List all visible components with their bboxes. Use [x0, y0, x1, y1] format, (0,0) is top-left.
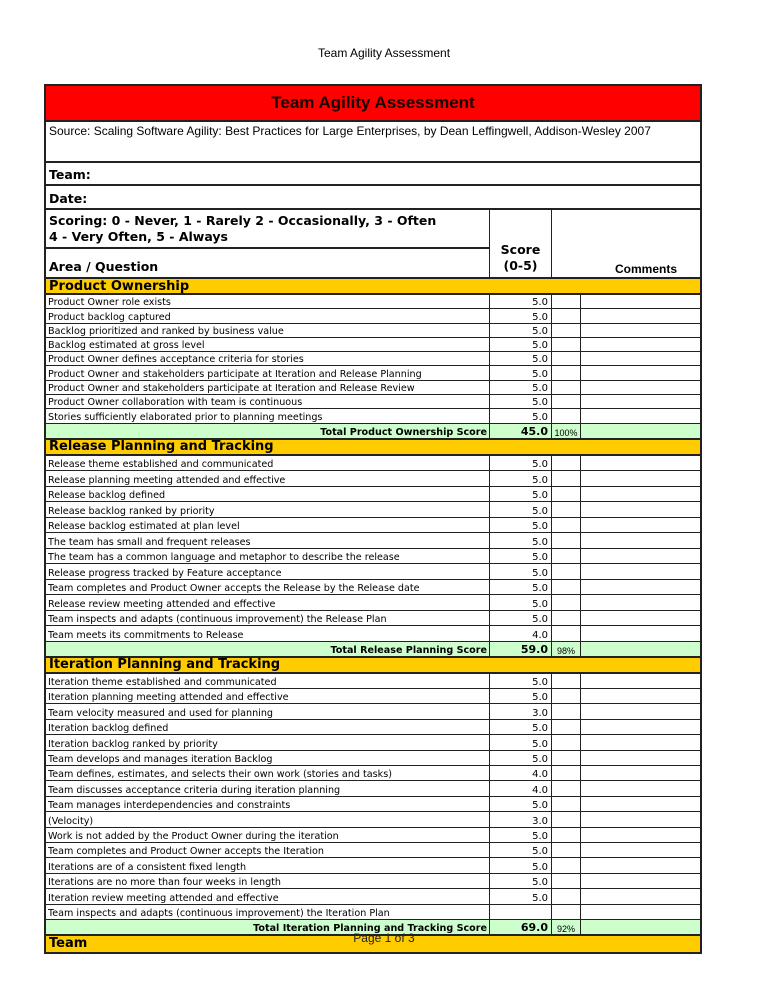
comments-cell[interactable]: [581, 395, 700, 408]
blank-cell: [552, 797, 581, 811]
table-row: [46, 674, 700, 689]
source-citation: Source: Scaling Software Agility: Best Practices for Large Enterprises, by Dean Leffingwell, Addison-Wesley 2007: [46, 122, 700, 163]
score-cell[interactable]: 5.0: [490, 874, 552, 888]
date-field[interactable]: Date:: [46, 186, 700, 210]
table-row: [46, 580, 700, 596]
comments-cell[interactable]: [581, 424, 700, 438]
assessment-sheet: [44, 84, 702, 954]
blank-cell: [552, 874, 581, 888]
comments-cell[interactable]: [581, 812, 700, 826]
score-cell[interactable]: 5.0: [490, 751, 552, 765]
question: Iteration review meeting attended and effective: [46, 889, 490, 903]
blank-cell: [552, 889, 581, 903]
table-row: [46, 595, 700, 611]
table-row: [46, 456, 700, 472]
score-cell[interactable]: 5.0: [490, 366, 552, 379]
comments-cell[interactable]: [581, 324, 700, 337]
comments-cell[interactable]: [581, 580, 700, 595]
table-row: [46, 751, 700, 766]
score-cell[interactable]: 5.0: [490, 828, 552, 842]
table-row: [46, 487, 700, 503]
score-cell[interactable]: 5.0: [490, 409, 552, 422]
blank-cell: [552, 502, 581, 517]
question: Team inspects and adapts (continuous improvement) the Iteration Plan: [46, 905, 490, 919]
comments-cell[interactable]: [581, 626, 700, 641]
score-cell[interactable]: 5.0: [490, 611, 552, 626]
scoring-legend-line1: Scoring: 0 - Never, 1 - Rarely 2 - Occasionally, 3 - Often: [49, 213, 437, 228]
blank-cell: [552, 704, 581, 718]
score-cell[interactable]: 5.0: [490, 471, 552, 486]
comments-cell[interactable]: [581, 533, 700, 548]
question: Team meets its commitments to Release: [46, 626, 490, 641]
comments-cell[interactable]: [581, 564, 700, 579]
score-cell[interactable]: 5.0: [490, 858, 552, 872]
table-row: [46, 720, 700, 735]
comments-cell[interactable]: [581, 366, 700, 379]
team-field[interactable]: Team:: [46, 163, 700, 186]
score-cell[interactable]: 5.0: [490, 518, 552, 533]
comments-cell[interactable]: [581, 874, 700, 888]
section-title: Team: [49, 936, 88, 952]
question: Product Owner defines acceptance criteria for stories: [46, 352, 490, 365]
column-header-area: Area / Question: [49, 259, 159, 274]
question: Team velocity measured and used for planning: [46, 704, 490, 718]
question: Work is not added by the Product Owner during the iteration: [46, 828, 490, 842]
question: Release backlog estimated at plan level: [46, 518, 490, 533]
score-cell[interactable]: 5.0: [490, 324, 552, 337]
table-row: [46, 395, 700, 409]
section-title: Iteration Planning and Tracking: [49, 657, 281, 673]
table-row: [46, 564, 700, 580]
total-percent: 92%: [552, 920, 581, 934]
section-header: [46, 658, 700, 674]
blank-cell: [552, 674, 581, 688]
comments-cell[interactable]: [581, 689, 700, 703]
table-row: [46, 889, 700, 904]
blank-cell: [552, 735, 581, 749]
blank-cell: [552, 518, 581, 533]
question: Team completes and Product Owner accepts the Release by the Release date: [46, 580, 490, 595]
score-cell[interactable]: 5.0: [490, 549, 552, 564]
question: Iterations are of a consistent fixed length: [46, 858, 490, 872]
comments-cell[interactable]: [581, 751, 700, 765]
comments-cell[interactable]: [581, 295, 700, 308]
section-title: Product Ownership: [49, 278, 190, 294]
blank-cell: [552, 366, 581, 379]
sheet-title: Team Agility Assessment: [46, 86, 700, 122]
question: Product Owner role exists: [46, 295, 490, 308]
table-row: [46, 611, 700, 627]
score-cell[interactable]: 3.0: [490, 812, 552, 826]
score-cell[interactable]: 5.0: [490, 338, 552, 351]
table-row: [46, 797, 700, 812]
comments-cell[interactable]: [581, 828, 700, 842]
blank-cell: [552, 689, 581, 703]
table-row: [46, 338, 700, 352]
blank-cell: [552, 395, 581, 408]
table-row: [46, 502, 700, 518]
question: Iterations are no more than four weeks in length: [46, 874, 490, 888]
blank-cell: [552, 828, 581, 842]
blank-cell: [552, 352, 581, 365]
score-cell[interactable]: 5.0: [490, 395, 552, 408]
score-cell[interactable]: 5.0: [490, 487, 552, 502]
score-cell[interactable]: [490, 905, 552, 919]
total-percent: 98%: [552, 642, 581, 656]
question: Iteration backlog ranked by priority: [46, 735, 490, 749]
score-cell[interactable]: 3.0: [490, 704, 552, 718]
comments-cell[interactable]: [581, 471, 700, 486]
score-cell[interactable]: 4.0: [490, 781, 552, 795]
blank-cell: [552, 295, 581, 308]
blank-cell: [552, 549, 581, 564]
blank-cell: [552, 456, 581, 471]
comments-cell[interactable]: [581, 766, 700, 780]
question: Team inspects and adapts (continuous improvement) the Release Plan: [46, 611, 490, 626]
score-cell[interactable]: 5.0: [490, 595, 552, 610]
comments-cell[interactable]: [581, 381, 700, 394]
section-title: Release Planning and Tracking: [49, 439, 274, 455]
question: The team has a common language and metaphor to describe the release: [46, 549, 490, 564]
comments-cell[interactable]: [581, 905, 700, 919]
total-row: [46, 642, 700, 658]
question: Backlog estimated at gross level: [46, 338, 490, 351]
column-header-score: Score (0-5): [490, 210, 552, 277]
table-row: [46, 381, 700, 395]
table-row: [46, 735, 700, 750]
score-cell[interactable]: 5.0: [490, 533, 552, 548]
question: Product Owner and stakeholders participate at Iteration and Release Review: [46, 381, 490, 394]
question: Release backlog defined: [46, 487, 490, 502]
question: (Velocity): [46, 812, 490, 826]
blank-cell: [552, 720, 581, 734]
table-row: [46, 828, 700, 843]
table-row: [46, 874, 700, 889]
question: Product backlog captured: [46, 309, 490, 322]
table-row: [46, 352, 700, 366]
blank-cell: [552, 858, 581, 872]
comments-cell[interactable]: [581, 797, 700, 811]
comments-cell[interactable]: [581, 502, 700, 517]
question: Release theme established and communicated: [46, 456, 490, 471]
question: Team discusses acceptance criteria during iteration planning: [46, 781, 490, 795]
question: Release backlog ranked by priority: [46, 502, 490, 517]
blank-cell: [552, 309, 581, 322]
blank-cell: [552, 564, 581, 579]
score-cell[interactable]: 5.0: [490, 381, 552, 394]
score-cell[interactable]: 5.0: [490, 735, 552, 749]
score-cell[interactable]: 5.0: [490, 295, 552, 308]
scoring-legend-line2: 4 - Very Often, 5 - Always: [49, 229, 228, 244]
score-cell[interactable]: 5.0: [490, 352, 552, 365]
blank-cell: [552, 533, 581, 548]
question: Iteration theme established and communicated: [46, 674, 490, 688]
score-cell[interactable]: 5.0: [490, 797, 552, 811]
question: Team defines, estimates, and selects their own work (stories and tasks): [46, 766, 490, 780]
question: Stories sufficiently elaborated prior to planning meetings: [46, 409, 490, 422]
table-row: [46, 533, 700, 549]
total-row: [46, 424, 700, 440]
table-row: [46, 766, 700, 781]
blank-cell: [552, 766, 581, 780]
blank-cell: [552, 843, 581, 857]
blank-cell: [552, 905, 581, 919]
comments-cell[interactable]: [581, 352, 700, 365]
total-percent: 100%: [552, 424, 581, 438]
table-row: [46, 905, 700, 920]
score-cell[interactable]: 5.0: [490, 502, 552, 517]
section-header: [46, 279, 700, 295]
question: Backlog prioritized and ranked by business value: [46, 324, 490, 337]
blank-cell: [552, 487, 581, 502]
question: Product Owner and stakeholders participate at Iteration and Release Planning: [46, 366, 490, 379]
comments-cell[interactable]: [581, 735, 700, 749]
total-score: 59.0: [490, 642, 552, 656]
section-header: [46, 440, 700, 456]
comments-cell[interactable]: [581, 781, 700, 795]
table-row: [46, 324, 700, 338]
score-cell[interactable]: 5.0: [490, 689, 552, 703]
comments-cell[interactable]: [581, 720, 700, 734]
table-row: [46, 704, 700, 719]
score-cell[interactable]: 5.0: [490, 843, 552, 857]
comments-cell[interactable]: [581, 487, 700, 502]
question: Product Owner collaboration with team is continuous: [46, 395, 490, 408]
comments-cell[interactable]: [581, 595, 700, 610]
table-row: [46, 471, 700, 487]
table-row: [46, 626, 700, 642]
question: Release planning meeting attended and effective: [46, 471, 490, 486]
question: Team completes and Product Owner accepts the Iteration: [46, 843, 490, 857]
comments-cell[interactable]: [581, 338, 700, 351]
total-label: Total Product Ownership Score: [46, 424, 490, 438]
question: Iteration backlog defined: [46, 720, 490, 734]
table-row: [46, 295, 700, 309]
table-row: [46, 309, 700, 323]
comments-cell[interactable]: [581, 456, 700, 471]
table-row: [46, 549, 700, 565]
table-row: [46, 858, 700, 873]
score-cell[interactable]: 5.0: [490, 580, 552, 595]
table-row: [46, 843, 700, 858]
table-row: [46, 366, 700, 380]
comments-cell[interactable]: [581, 309, 700, 322]
blank-cell: [552, 338, 581, 351]
blank-cell: [552, 381, 581, 394]
column-header-comments: Comments: [614, 262, 677, 276]
blank-cell: [552, 324, 581, 337]
comments-cell[interactable]: [581, 674, 700, 688]
page-header: Team Agility Assessment: [317, 46, 451, 60]
total-score: 45.0: [490, 424, 552, 438]
score-cell[interactable]: 5.0: [490, 720, 552, 734]
score-cell[interactable]: 5.0: [490, 889, 552, 903]
page-footer: Page 1 of 3: [353, 931, 415, 945]
blank-cell: [552, 611, 581, 626]
comments-cell[interactable]: [581, 549, 700, 564]
question: Release review meeting attended and effective: [46, 595, 490, 610]
score-cell[interactable]: 5.0: [490, 456, 552, 471]
table-row: [46, 689, 700, 704]
total-label: Total Iteration Planning and Tracking Score: [46, 920, 490, 934]
blank-cell: [552, 409, 581, 422]
blank-cell: [552, 812, 581, 826]
comments-cell[interactable]: [581, 704, 700, 718]
blank-cell: [552, 580, 581, 595]
comments-cell[interactable]: [581, 518, 700, 533]
score-cell[interactable]: 4.0: [490, 626, 552, 641]
total-score: 69.0: [490, 920, 552, 934]
comments-cell[interactable]: [581, 889, 700, 903]
blank-cell: [552, 781, 581, 795]
table-row: [46, 518, 700, 534]
blank-cell: [552, 626, 581, 641]
question: Team manages interdependencies and constraints: [46, 797, 490, 811]
question: Iteration planning meeting attended and effective: [46, 689, 490, 703]
table-row: [46, 409, 700, 423]
comments-cell[interactable]: [581, 843, 700, 857]
table-row: [46, 812, 700, 827]
comments-cell[interactable]: [581, 642, 700, 656]
comments-cell[interactable]: [581, 409, 700, 422]
question: The team has small and frequent releases: [46, 533, 490, 548]
score-cell[interactable]: 4.0: [490, 766, 552, 780]
comments-cell[interactable]: [581, 611, 700, 626]
score-cell[interactable]: 5.0: [490, 674, 552, 688]
score-cell[interactable]: 5.0: [490, 564, 552, 579]
table-row: [46, 781, 700, 796]
blank-cell: [552, 471, 581, 486]
question: Release progress tracked by Feature acceptance: [46, 564, 490, 579]
comments-cell[interactable]: [581, 858, 700, 872]
blank-cell: [552, 751, 581, 765]
question: Team develops and manages iteration Backlog: [46, 751, 490, 765]
blank-cell: [552, 595, 581, 610]
total-label: Total Release Planning Score: [46, 642, 490, 656]
score-cell[interactable]: 5.0: [490, 309, 552, 322]
